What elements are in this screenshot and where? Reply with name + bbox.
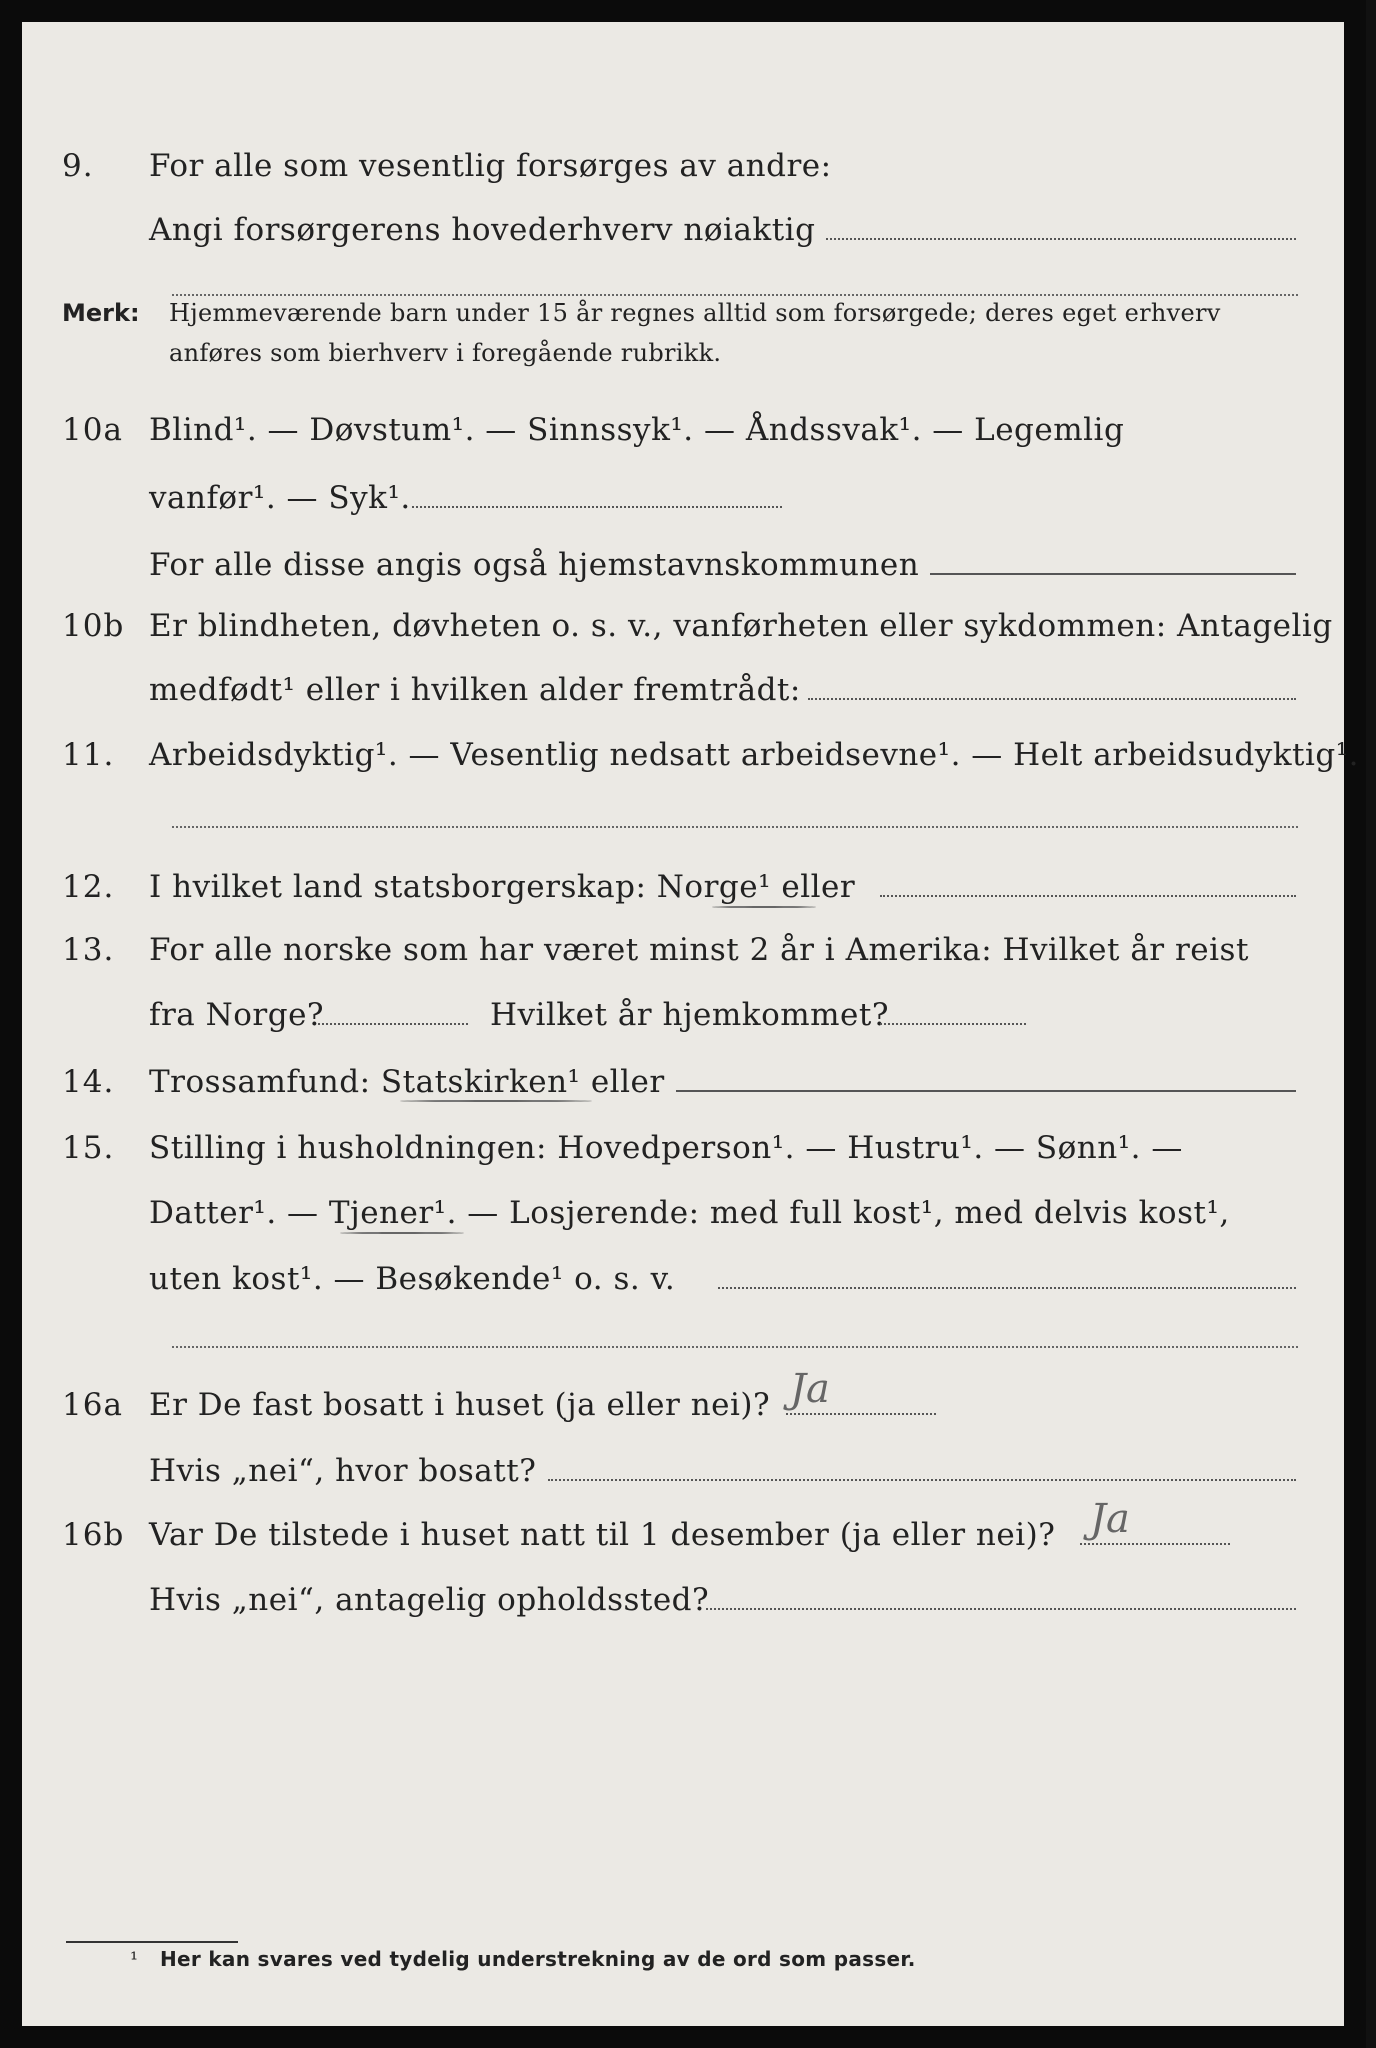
- q10a-row-2: [0, 473, 1322, 523]
- q13-row: [0, 925, 1322, 975]
- q10b-question: Er blindheten, døvheten o. s. v., vanførheten eller sykdommen: Antagelig: [149, 608, 1333, 644]
- q10b-row: [0, 601, 1333, 651]
- q12-question: I hvilket land statsborgerskap: Norge¹ eller: [149, 869, 856, 905]
- q16a-question-2: Hvis „nei“, hvor bosatt?: [149, 1453, 537, 1489]
- q12-number: 12.: [62, 869, 115, 905]
- q16b-number: 16b: [62, 1517, 125, 1553]
- q14-question: Trossamfund: Statskirken¹ eller: [149, 1064, 665, 1100]
- q10a-question: Blind¹. — Døvstum¹. — Sinnssyk¹. — Åndssvak¹. — Legemlig: [149, 412, 1125, 448]
- q10b-row-2: [0, 665, 1322, 715]
- footnote-mark: ¹: [130, 1947, 139, 1971]
- q10a-number: 10a: [62, 412, 123, 448]
- q9-answer-line[interactable]: [826, 238, 1296, 240]
- q9-row: [0, 141, 1322, 191]
- q14-row: [0, 1057, 1322, 1107]
- q15-number: 15.: [62, 1130, 115, 1166]
- q16a-answer-line[interactable]: [786, 1413, 936, 1415]
- q13-question-2b: Hvilket år hjemkommet?: [490, 997, 889, 1033]
- q14-answer-line[interactable]: [676, 1090, 1296, 1092]
- q13-question: For alle norske som har været minst 2 år i Amerika: Hvilket år reist: [149, 932, 1249, 968]
- q16b-handwritten-answer: Ja: [1090, 1496, 1130, 1542]
- q15-answer-line-2[interactable]: [172, 1346, 1298, 1348]
- q10a-question-3: For alle disse angis også hjemstavnskommunen: [149, 547, 920, 583]
- q12-answer-line[interactable]: [880, 895, 1296, 897]
- statskirken-underline: [400, 1100, 592, 1102]
- q10a-hometown-line[interactable]: [930, 573, 1296, 575]
- q16a-handwritten-answer: Ja: [790, 1366, 830, 1412]
- q16a-number: 16a: [62, 1387, 123, 1423]
- q16b-question: Var De tilstede i huset natt til 1 desember (ja eller nei)?: [149, 1517, 1056, 1553]
- q16b-whereabouts-line[interactable]: [706, 1608, 1296, 1610]
- q11-question: Arbeidsdyktig¹. — Vesentlig nedsatt arbeidsevne¹. — Helt arbeidsudyktig¹.: [149, 737, 1360, 773]
- q16a-row: [0, 1380, 1322, 1430]
- q9-number: 9.: [62, 148, 94, 184]
- q15-answer-line[interactable]: [718, 1287, 1296, 1289]
- q16a-question: Er De fast bosatt i huset (ja eller nei)?: [149, 1387, 771, 1423]
- q13-return-year-line[interactable]: [880, 1023, 1026, 1025]
- q10a-question-2: vanfør¹. — Syk¹.: [149, 480, 411, 516]
- q9-question: For alle som vesentlig forsørges av andre:: [149, 148, 832, 184]
- q13-departure-year-line[interactable]: [318, 1023, 468, 1025]
- merk-line-2: anføres som bierhverv i foregående rubrikk.: [169, 339, 722, 367]
- q15-question-3: uten kost¹. — Besøkende¹ o. s. v.: [149, 1261, 676, 1297]
- q15-question: Stilling i husholdningen: Hovedperson¹. — Hustru¹. — Sønn¹. —: [149, 1130, 1183, 1166]
- q15-row-3: [0, 1254, 1322, 1304]
- q10a-row-3: [0, 540, 1322, 590]
- q10b-number: 10b: [62, 608, 125, 644]
- tjener-underline: [340, 1232, 464, 1234]
- q13-row-2: [0, 990, 1322, 1040]
- q16b-question-2: Hvis „nei“, antagelig opholdssted?: [149, 1582, 710, 1618]
- q9-question-2: Angi forsørgerens hovederhverv nøiaktig: [149, 212, 816, 248]
- q14-number: 14.: [62, 1064, 115, 1100]
- q10a-row: [0, 405, 1322, 455]
- q11-number: 11.: [62, 737, 115, 773]
- q10b-question-2: medfødt¹ eller i hvilken alder fremtrådt:: [149, 672, 801, 708]
- q16a-row-2: [0, 1446, 1322, 1496]
- q10b-answer-line[interactable]: [808, 698, 1296, 700]
- q12-row: [0, 862, 1322, 912]
- q16b-row-2: [0, 1575, 1322, 1625]
- q15-question-2: Datter¹. — Tjener¹. — Losjerende: med full kost¹, med delvis kost¹,: [149, 1195, 1230, 1231]
- norge-underline: [712, 906, 816, 908]
- q10a-answer-line[interactable]: [412, 506, 782, 508]
- q13-question-2a: fra Norge?: [149, 997, 325, 1033]
- page-edge: [1366, 0, 1376, 2048]
- q13-number: 13.: [62, 932, 115, 968]
- merk-label: Merk:: [62, 299, 140, 327]
- footnote-text: Her kan svares ved tydelig understrekning av de ord som passer.: [160, 1947, 916, 1971]
- q16a-residence-line[interactable]: [548, 1479, 1296, 1481]
- q15-row: [0, 1123, 1322, 1173]
- q16b-answer-line[interactable]: [1080, 1543, 1230, 1545]
- q9-row-2: [0, 205, 1322, 255]
- q11-row: [0, 730, 1360, 780]
- q15-row-2: [0, 1188, 1322, 1238]
- merk-line-1: Hjemmeværende barn under 15 år regnes alltid som forsørgede; deres eget erhverv: [169, 299, 1221, 327]
- q11-answer-line[interactable]: [172, 826, 1298, 828]
- footnote-rule: [66, 1941, 238, 1943]
